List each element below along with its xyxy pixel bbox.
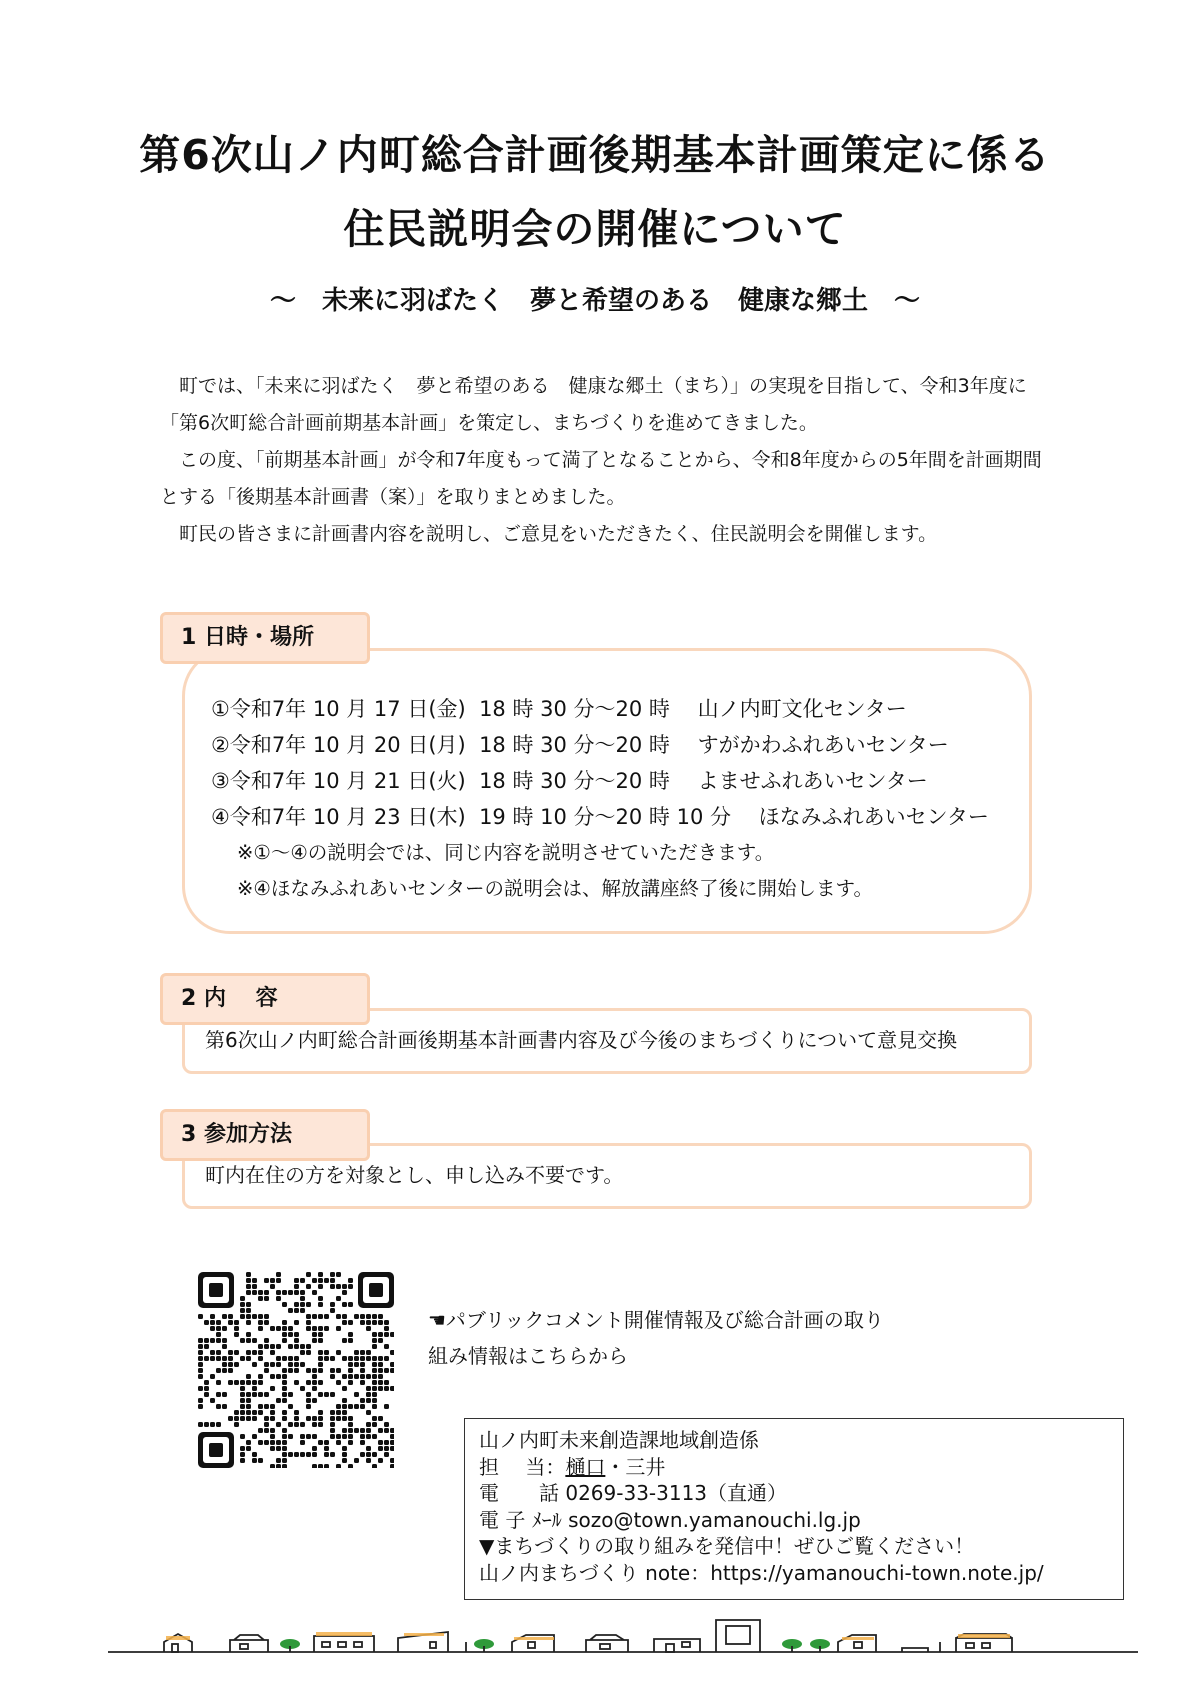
intro-paragraph-2: この度、「前期基本計画」が令和7年度もって満了となることから、令和8年度からの5年間を計画期間とする「後期基本計画書（案）」を取りまとめました。 xyxy=(160,449,1042,508)
qr-code[interactable] xyxy=(198,1272,394,1468)
section-2-heading: 2 内 容 xyxy=(160,973,370,1025)
town-skyline-illustration xyxy=(108,1618,1138,1666)
section-3-heading: 3 参加方法 xyxy=(160,1109,370,1161)
participation-box: 町内在住の方を対象とし、申し込み不要です。 xyxy=(182,1143,1032,1209)
schedule-note: ※①～④の説明会では、同じ内容を説明させていただきます。 xyxy=(237,841,775,864)
schedule-row: ④令和7年 10 月 23 日(木) 19 時 10 分～20 時 10 分 ほなみふれあいセンター xyxy=(211,805,989,829)
contact-email[interactable]: 電 子 ﾒｰﾙ sozo@town.yamanouchi.lg.jp xyxy=(479,1507,861,1532)
qr-caption: ☚パブリックコメント開催情報及び総合計画の取り 組み情報はこちらから xyxy=(428,1308,884,1368)
schedule-row: ②令和7年 10 月 20 日(月) 18 時 30 分～20 時 すがかわふれあいセンター xyxy=(211,733,949,757)
section-1-heading: 1 日時・場所 xyxy=(160,612,370,664)
contact-box xyxy=(464,1418,1124,1600)
page-title-line2: 住民説明会の開催について xyxy=(343,205,847,253)
schedule-row: ①令和7年 10 月 17 日(金) 18 時 30 分～20 時 山ノ内町文化センター xyxy=(211,697,907,721)
subtitle: ～ 未来に羽ばたく 夢と希望のある 健康な郷土 ～ xyxy=(269,286,920,316)
contact-department: 山ノ内町未来創造課地域創造係 xyxy=(479,1428,759,1452)
page-title-line1: 第6次山ノ内町総合計画後期基本計画策定に係る xyxy=(139,131,1051,179)
schedule-note: ※④ほなみふれあいセンターの説明会は、解放講座終了後に開始します。 xyxy=(237,877,873,900)
contact-promo: ▼まちづくりの取り組みを発信中！ぜひご覧ください！ xyxy=(479,1534,975,1558)
intro-paragraph-3: 町民の皆さまに計画書内容を説明し、ご意見をいただきたく、住民説明会を開催します。 xyxy=(179,523,938,545)
schedule-row: ③令和7年 10 月 21 日(火) 18 時 30 分～20 時 よませふれあいセンター xyxy=(211,769,928,793)
intro-paragraph-1: 町では、「未来に羽ばたく 夢と希望のある 健康な郷土（まち）」の実現を目指して、令和3年度に「第6次町総合計画前期基本計画」を策定し、まちづくりを進めてきました。 xyxy=(160,375,1027,434)
contact-person: 担 当：樋口・三井 xyxy=(479,1454,666,1479)
schedule-box xyxy=(182,648,1032,934)
content-box: 第6次山ノ内町総合計画後期基本計画書内容及び今後のまちづくりについて意見交換 xyxy=(182,1008,1032,1074)
contact-note-url[interactable]: 山ノ内まちづくり note：https://yamanouchi-town.note.jp/ xyxy=(479,1560,1044,1585)
contact-phone: 電 話 0269-33-3113（直通） xyxy=(479,1481,788,1505)
intro-text xyxy=(160,368,1060,553)
